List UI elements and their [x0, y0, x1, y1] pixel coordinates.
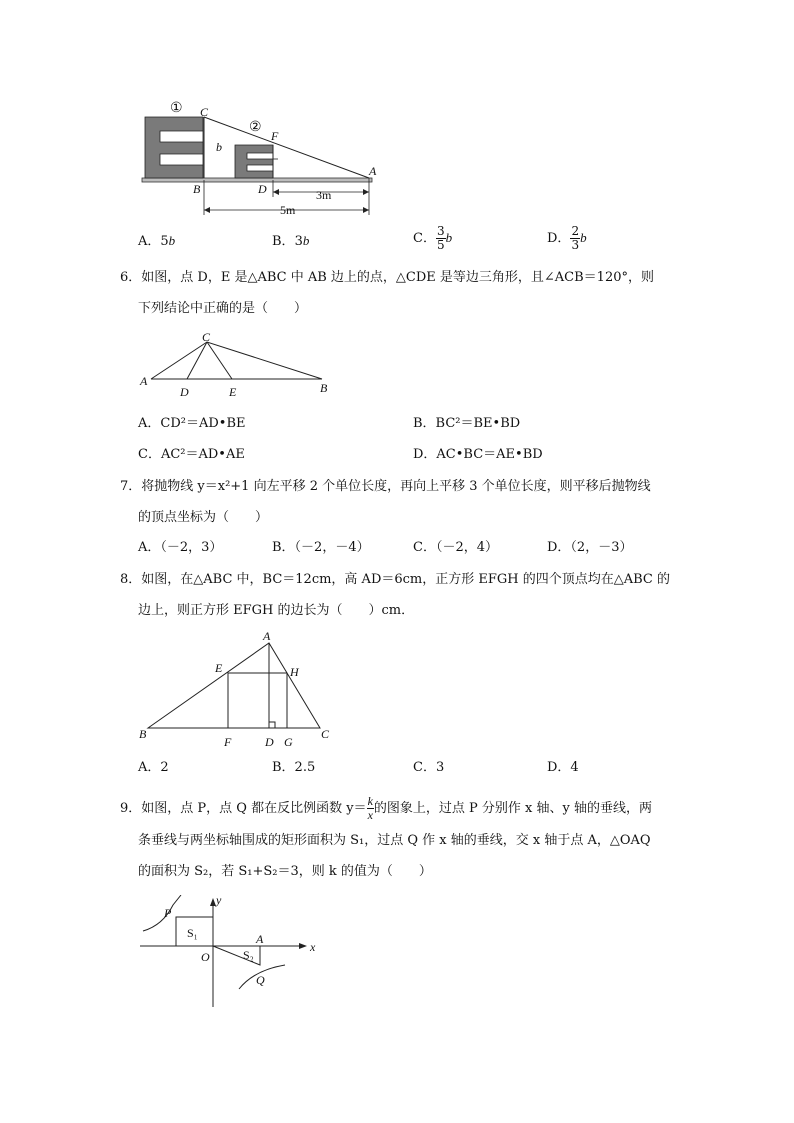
label-F: F [224, 735, 232, 749]
label-3m: 3m [316, 188, 332, 202]
q6-option-b: B．BC²＝BE•BD [413, 416, 521, 431]
label-x: x [310, 940, 316, 954]
label-B: B [139, 727, 147, 741]
label-C: C [202, 330, 211, 344]
q5-figure [130, 95, 390, 225]
curve-upper-left [143, 895, 181, 931]
label-C: C [321, 727, 330, 741]
label-S1: S₁ [187, 926, 198, 940]
q8-figure [135, 628, 345, 753]
label-P: P [164, 906, 172, 920]
label-F: F [271, 129, 279, 143]
label-A: A [140, 374, 148, 388]
label-D: D [180, 385, 189, 399]
label-circle1: ① [170, 101, 183, 116]
q8-option-d: D．4 [547, 760, 579, 775]
q7-option-d: D．（2，－3） [547, 540, 633, 555]
q9-stem-line3: 的面积为 S₂，若 S₁+S₂＝3，则 k 的值为（ ） [138, 864, 432, 879]
ground-bar [142, 178, 372, 182]
label-circle2: ② [249, 120, 262, 135]
label-B: B [193, 182, 201, 196]
q5-option-b: B．3b [272, 233, 310, 249]
label-C: C [200, 105, 209, 119]
label-E: E [215, 661, 223, 675]
q5-option-a: A．5b [138, 233, 176, 249]
q9-stem-line2: 条垂线与两坐标轴围成的矩形面积为 S₁，过点 Q 作 x 轴的垂线，交 x 轴于点 A，△OAQ [138, 833, 651, 848]
sight-line [204, 117, 369, 178]
label-H: H [290, 665, 299, 679]
label-G: G [284, 735, 293, 749]
q7-stem-line2: 的顶点坐标为（ ） [138, 510, 269, 525]
q7-stem-line1: 7．将抛物线 y＝x²+1 向左平移 2 个单位长度，再向上平移 3 个单位长度，则平移后抛物线 [120, 479, 651, 494]
q9-stem-line1: 9．如图，点 P，点 Q 都在反比例函数 y＝ $\frac{k}{x}$ 的图象上，过点 P 分别作 x 轴、y 轴的垂线，两 [120, 794, 652, 822]
label-A: A [256, 932, 264, 946]
q5-option-d: D． $\frac{2}{3}$ b [547, 224, 587, 252]
label-y: y [216, 895, 222, 907]
q9-figure [135, 895, 335, 1015]
label-D: D [258, 182, 267, 196]
label-A: A [263, 629, 271, 643]
q6-stem-line2: 下列结论中正确的是（ ） [138, 301, 308, 316]
q7-option-c: C．（－2，4） [413, 540, 498, 555]
label-5m: 5m [280, 203, 296, 217]
q6-figure [135, 330, 335, 400]
label-O: O [201, 950, 210, 964]
q6-stem-line1: 6．如图，点 D，E 是△ABC 中 AB 边上的点，△CDE 是等边三角形，且∠ACB＝120°，则 [120, 270, 654, 285]
q8-stem-line2: 边上，则正方形 EFGH 的边长为（ ）cm． [138, 603, 415, 618]
q6-option-d: D．AC•BC＝AE•BD [413, 447, 543, 462]
q7-option-b: B．（－2，－4） [272, 540, 370, 555]
q7-option-a: A．（－2，3） [138, 540, 223, 555]
big-e-shape [145, 117, 203, 178]
q8-option-b: B．2.5 [272, 760, 316, 775]
q6-option-c: C．AC²＝AD•AE [138, 447, 245, 462]
label-S2: S₂ [243, 948, 254, 962]
q5-option-c: C． $\frac{3}{5}$ b [413, 224, 453, 252]
small-e-shape [235, 145, 273, 178]
label-A: A [369, 164, 377, 178]
label-E: E [229, 385, 237, 399]
q8-stem-line1: 8．如图，在△ABC 中，BC＝12cm，高 AD＝6cm，正方形 EFGH 的四个顶点均在△ABC 的 [120, 572, 670, 587]
q8-option-a: A．2 [138, 760, 169, 775]
label-B: B [320, 381, 328, 395]
label-Q: Q [256, 973, 265, 987]
label-b: b [216, 140, 222, 154]
label-D: D [265, 735, 274, 749]
q6-option-a: A．CD²＝AD•BE [138, 416, 246, 431]
q8-option-c: C．3 [413, 760, 445, 775]
